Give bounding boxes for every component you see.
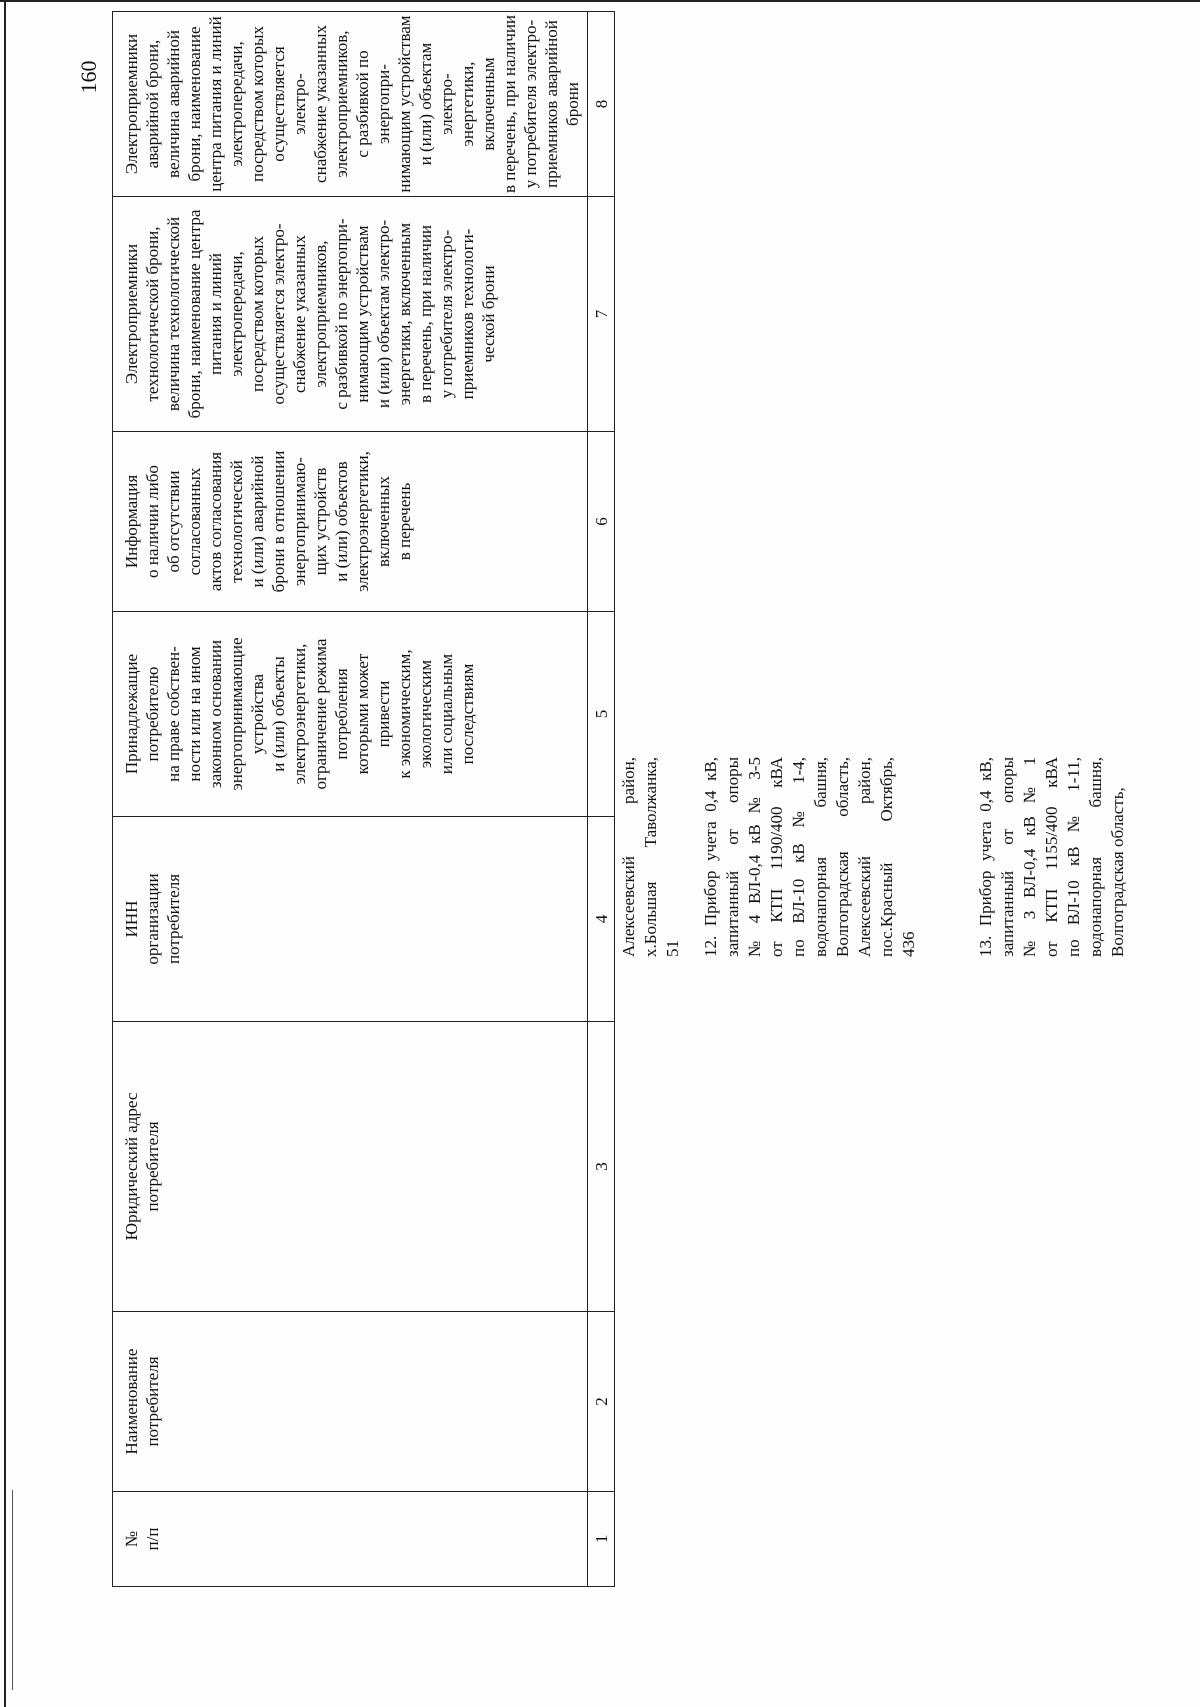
- text-line: приемников технологи-: [458, 228, 477, 400]
- column-number: 8: [588, 12, 615, 197]
- text-line: потребителя: [143, 1356, 162, 1447]
- text-line: согласованных: [185, 467, 204, 576]
- text-line: по ВЛ-10 кВ № 1-4,: [789, 757, 808, 957]
- text-line: водонапорная башня,: [1086, 757, 1105, 957]
- text-line: питания и линий: [206, 253, 225, 375]
- text-line: величина аварийной: [164, 30, 183, 178]
- text-line: щих устройств: [311, 467, 330, 576]
- header-col-3: [113, 1022, 588, 1312]
- header-col-1: [113, 1492, 588, 1587]
- text-line: от КТП 1155/400 кВА: [1042, 757, 1061, 957]
- text-line: водонапорная башня,: [811, 757, 830, 957]
- text-line: снабжение указанных: [311, 25, 330, 183]
- column-number: 2: [588, 1312, 615, 1492]
- text-line: привести: [374, 680, 393, 748]
- text-line: организации: [143, 873, 162, 965]
- text-line: Алексеевский район,: [855, 757, 874, 957]
- entry-address-continuation: [618, 757, 684, 957]
- text-line: актов согласования: [206, 451, 225, 592]
- text-line: Волгоградская область,: [833, 757, 852, 957]
- column-number: 7: [588, 197, 615, 432]
- text-line: № 4 ВЛ-0,4 кВ № 3-5: [745, 757, 764, 957]
- text-line: 12. Прибор учета 0,4 кВ,: [701, 757, 720, 957]
- text-line: № 3 ВЛ-0,4 кВ № 1: [1020, 757, 1039, 957]
- text-line: осуществляется электро-: [269, 223, 288, 405]
- page-number: 160: [76, 60, 101, 94]
- text-line: электроэнергетики,: [353, 451, 372, 592]
- text-line: брони в отношении: [269, 450, 288, 593]
- entry-12: [700, 757, 920, 957]
- column-number: 4: [588, 817, 615, 1022]
- text-line: энергетики, включенным: [395, 222, 414, 406]
- text-line: с разбивкой по энергопри-: [332, 218, 351, 410]
- text-line: электропередачи,: [227, 41, 246, 167]
- text-line: пос.Красный Октябрь,: [877, 757, 896, 957]
- text-line: 13. Прибор учета 0,4 кВ,: [976, 757, 995, 957]
- text-line: х.Большая Таволжанка,: [641, 757, 660, 957]
- header-row: [113, 12, 588, 1587]
- text-line: и (или) аварийной: [248, 455, 267, 588]
- text-line: брони, наименование центра: [185, 209, 204, 419]
- text-line: электроэнергетики,: [290, 643, 309, 785]
- text-line: величина технологической: [164, 216, 183, 412]
- text-line: Наименование: [122, 1348, 141, 1455]
- text-line: ческой брони: [479, 265, 498, 363]
- text-line: и (или) объектам электро-: [374, 219, 393, 409]
- text-line: устройства: [248, 673, 267, 755]
- text-line: №: [122, 1530, 141, 1548]
- text-line: ности или на ином: [185, 646, 204, 782]
- text-line: потребителю: [143, 666, 162, 762]
- column-number: 5: [588, 612, 615, 817]
- column-number: 1: [588, 1492, 615, 1587]
- header-col-5: [113, 612, 588, 817]
- text-line: и (или) объектов: [332, 461, 351, 582]
- text-line: по ВЛ-10 кВ № 1-11,: [1064, 757, 1083, 957]
- text-line: Электроприемники: [122, 243, 141, 385]
- header-col-6: [113, 432, 588, 612]
- consumers-table-header: [112, 11, 615, 1587]
- text-line: технологической: [227, 460, 246, 583]
- text-line: ИНН: [122, 900, 141, 938]
- text-line: п/п: [143, 1527, 162, 1551]
- header-col-2: [113, 1312, 588, 1492]
- text-line: и (или) объектам электро-: [416, 42, 456, 166]
- text-line: или социальным: [437, 653, 456, 775]
- text-line: энергетики, включенным: [458, 57, 498, 151]
- text-line: в перечень, при наличии: [500, 14, 519, 194]
- column-number: 3: [588, 1022, 615, 1312]
- text-line: электроприемников,: [311, 240, 330, 388]
- text-line: к экономическим,: [395, 649, 414, 779]
- header-col-8: [113, 12, 588, 197]
- text-line: у потребителя электро-: [521, 19, 540, 189]
- text-line: потребителя: [164, 873, 183, 965]
- text-line: электроприемников,: [332, 30, 351, 178]
- text-line: снабжение указанных: [290, 235, 309, 393]
- text-line: от КТП 1190/400 кВА: [767, 757, 786, 957]
- text-line: энергопринимающие: [227, 637, 246, 791]
- text-line: нимающим устройствам: [353, 225, 372, 403]
- text-line: брони: [563, 82, 582, 126]
- text-line: Волгоградская область,: [1108, 787, 1127, 957]
- text-line: посредством которых: [248, 236, 267, 392]
- text-line: Принадлежащие: [122, 653, 141, 775]
- text-line: с разбивкой по энергопри-: [353, 50, 393, 158]
- text-line: приемников аварийной: [542, 20, 561, 188]
- text-line: на праве собствен-: [164, 646, 183, 782]
- text-line: включенных: [374, 475, 393, 568]
- column-number: 6: [588, 432, 615, 612]
- header-col-4: [113, 817, 588, 1022]
- text-line: последствиям: [458, 663, 477, 765]
- text-line: экологическим: [416, 659, 435, 769]
- text-line: 51: [663, 940, 682, 957]
- text-line: у потребителя электро-: [437, 229, 456, 399]
- text-line: осуществляется электро-: [269, 46, 309, 162]
- text-line: в перечень: [395, 482, 414, 561]
- column-number-row: [588, 12, 615, 1587]
- text-line: Информация: [122, 474, 141, 569]
- text-line: запитанный от опоры: [723, 757, 742, 957]
- text-line: и (или) объекты: [269, 656, 288, 772]
- text-line: Алексеевский район,: [619, 757, 638, 957]
- header-col-7: [113, 197, 588, 432]
- text-line: об отсутствии: [164, 470, 183, 573]
- text-line: Электроприемники: [122, 33, 141, 175]
- entry-13: [975, 757, 1129, 957]
- text-line: потребления: [332, 668, 351, 760]
- text-line: брони, наименование: [185, 26, 204, 182]
- text-line: которыми может: [353, 653, 372, 775]
- text-line: технологической брони,: [143, 226, 162, 402]
- text-line: электропередачи,: [227, 251, 246, 377]
- text-line: аварийной брони,: [143, 39, 162, 169]
- text-line: посредством которых: [248, 26, 267, 182]
- text-line: потребителя: [143, 1121, 162, 1212]
- text-line: энергопринимаю-: [290, 457, 309, 586]
- text-line: нимающим устройствам: [395, 15, 414, 193]
- text-line: ограничение режима: [311, 638, 330, 790]
- text-line: в перечень, при наличии: [416, 224, 435, 404]
- text-line: 436: [899, 931, 918, 957]
- text-line: Юридический адрес: [122, 1092, 141, 1241]
- text-line: центра питания и линий: [206, 16, 225, 192]
- text-line: о наличии либо: [143, 465, 162, 578]
- text-line: законном основании: [206, 639, 225, 789]
- text-line: запитанный от опоры: [998, 757, 1017, 957]
